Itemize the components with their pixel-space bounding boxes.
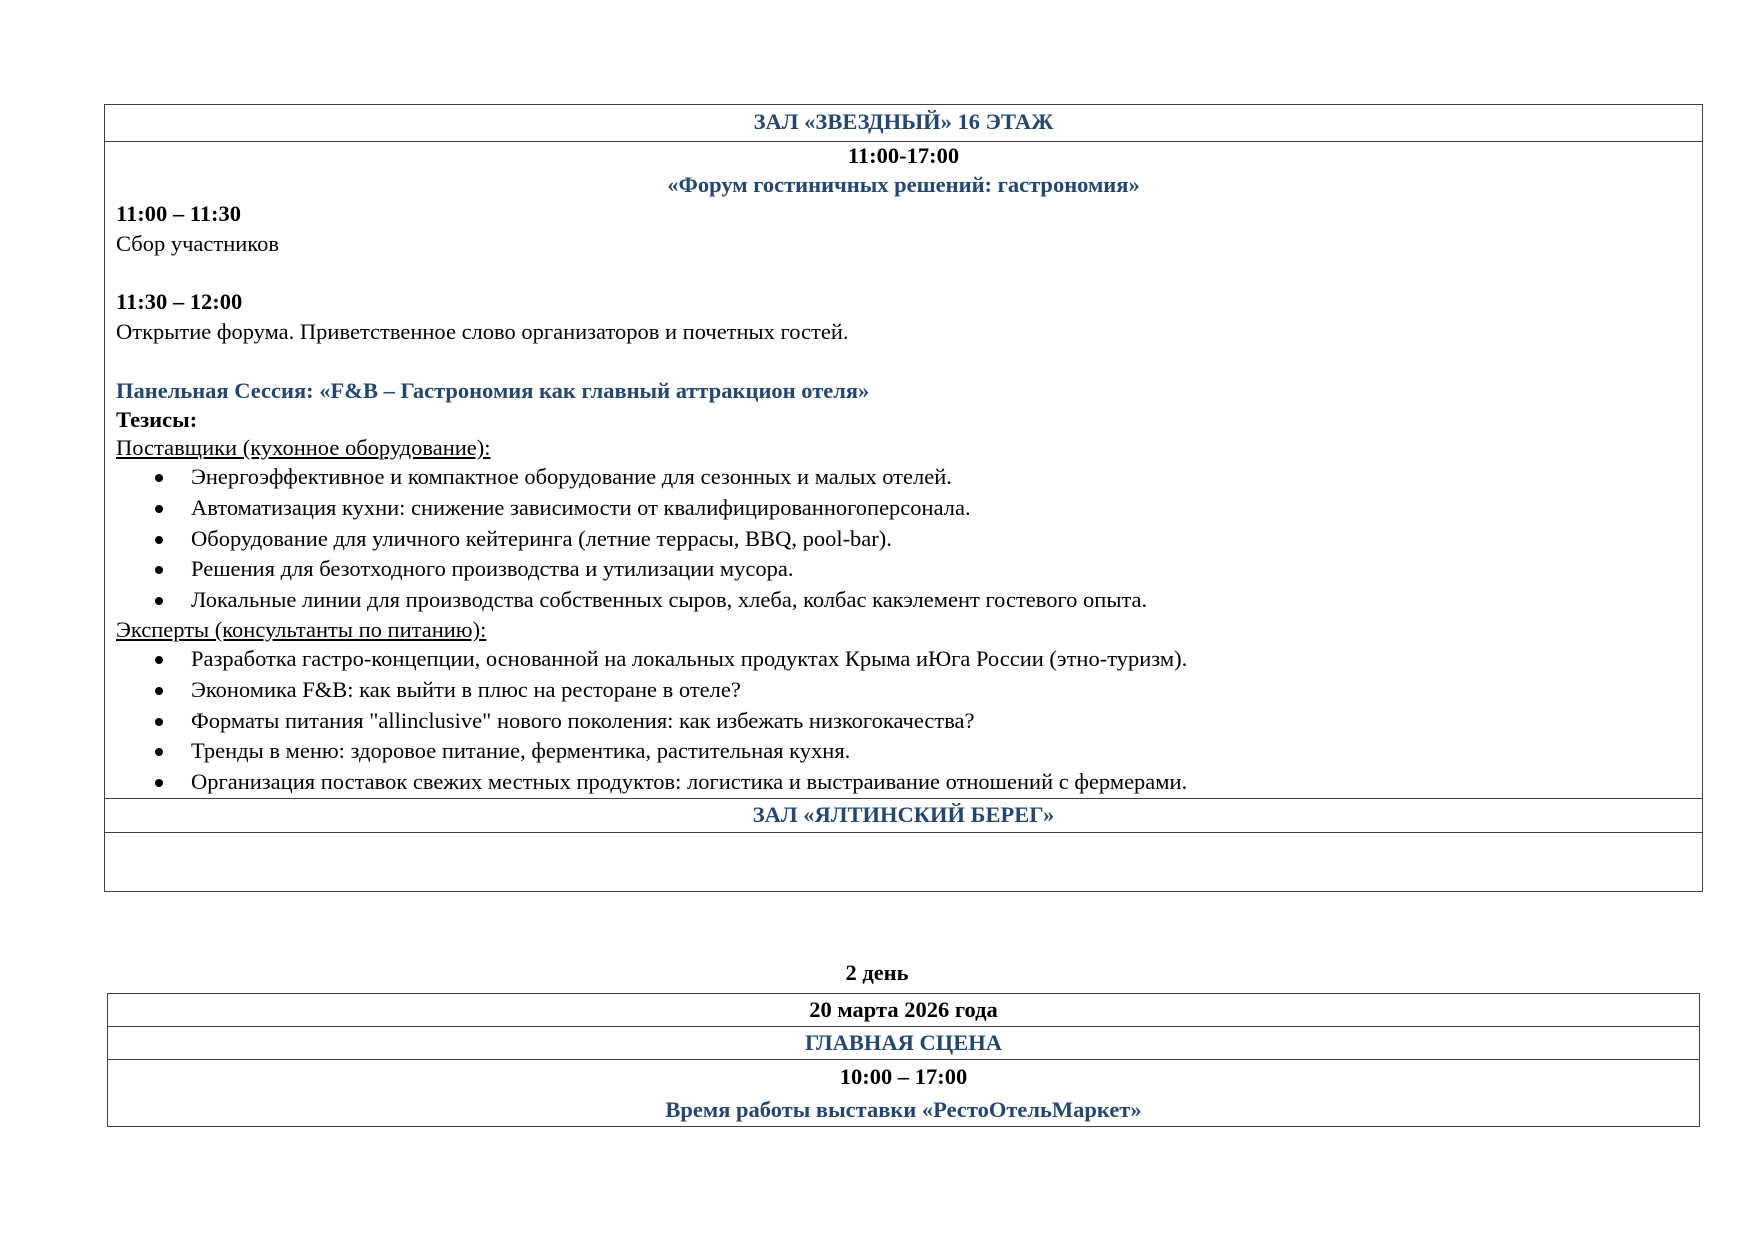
bullet-icon <box>155 718 163 726</box>
hall1-title-cell <box>105 105 1703 142</box>
day-label: 2 день <box>845 960 909 985</box>
list-item: Разработка гастро-концепции, основанной на локальных продуктах Крыма иЮга России (этно-туризм). <box>116 644 1691 675</box>
main-stage-title: ГЛАВНАЯ СЦЕНА <box>804 1030 1003 1055</box>
slot1-time: 11:00 – 11:30 <box>116 201 242 226</box>
list-item: Тренды в меню: здоровое питание, ферментика, растительная кухня. <box>116 736 1691 767</box>
list-item: Экономика F&B: как выйти в плюс на ресторане в отеле? <box>116 675 1691 706</box>
bullet-icon <box>155 505 163 513</box>
bullet-icon <box>155 566 163 574</box>
hall2-empty-cell <box>105 832 1703 891</box>
day2-date: 20 марта 2026 года <box>809 997 998 1022</box>
slot2-time: 11:30 – 12:00 <box>116 289 243 314</box>
main-stage-cell <box>108 1027 1700 1060</box>
list-item: Энергоэффективное и компактное оборудование для сезонных и малых отелей. <box>116 462 1691 493</box>
list-item: Оборудование для уличного кейтеринга (летние террасы, BBQ, pool-bar). <box>116 524 1691 555</box>
spacer <box>116 259 1691 287</box>
list-item: Автоматизация кухни: снижение зависимости от квалифицированногоперсонала. <box>116 493 1691 524</box>
hall1-program-cell <box>105 142 1703 799</box>
bullet-icon <box>155 474 163 482</box>
panel-session-title: Панельная Сессия: «F&B – Гастрономия как главный аттракцион отеля» <box>116 378 870 403</box>
hall1-time: 11:00-17:00 <box>847 143 960 168</box>
exhibition-time: 10:00 – 17:00 <box>839 1064 968 1089</box>
day2-date-cell <box>108 994 1700 1027</box>
list-item: Форматы питания "allinclusive" нового поколения: как избежать низкогокачества? <box>116 706 1691 737</box>
list-item: Организация поставок свежих местных продуктов: логистика и выстраивание отношений с фермерами. <box>116 767 1691 798</box>
bullet-icon <box>155 536 163 544</box>
experts-label: Эксперты (консультанты по питанию): <box>116 616 487 642</box>
hall2-title-cell <box>105 798 1703 832</box>
forum-title: «Форум гостиничных решений: гастрономия» <box>667 172 1140 197</box>
hall1-title: ЗАЛ «ЗВЕЗДНЫЙ» 16 ЭТАЖ <box>753 109 1054 134</box>
slot1-text: Сбор участников <box>116 231 279 256</box>
list-item: Локальные линии для производства собственных сыров, хлеба, колбас какэлемент гостевого опыта. <box>116 585 1691 616</box>
suppliers-list <box>116 462 1691 616</box>
suppliers-label: Поставщики (кухонное оборудование): <box>116 435 491 460</box>
day2-table <box>107 993 1700 1127</box>
hall-schedule-table <box>104 104 1703 892</box>
experts-list <box>116 644 1691 798</box>
bullet-icon <box>155 687 163 695</box>
bullet-icon <box>155 748 163 756</box>
spacer <box>116 347 1691 375</box>
bullet-icon <box>155 597 163 605</box>
exhibition-title: Время работы выставки «РестоОтельМаркет» <box>665 1097 1142 1122</box>
slot2-text: Открытие форума. Приветственное слово организаторов и почетных гостей. <box>116 319 849 344</box>
hall2-title: ЗАЛ «ЯЛТИНСКИЙ БЕРЕГ» <box>752 801 1055 827</box>
theses-label: Тезисы: <box>116 407 198 432</box>
bullet-icon <box>155 779 163 787</box>
exhibition-cell <box>108 1060 1700 1127</box>
list-item: Решения для безотходного производства и утилизации мусора. <box>116 554 1691 585</box>
bullet-icon <box>155 656 163 664</box>
